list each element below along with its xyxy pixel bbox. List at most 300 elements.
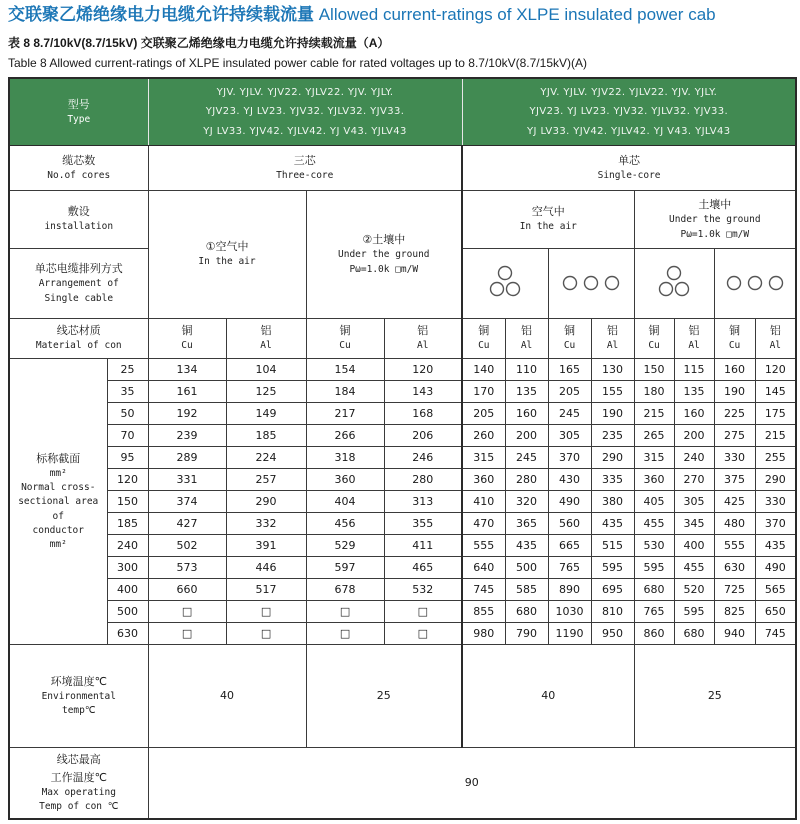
three-core-rating-cell: □: [306, 600, 384, 622]
three-core-rating-cell: 125: [226, 380, 306, 402]
single-core-rating-cell: 745: [755, 622, 796, 644]
single-core-rating-cell: 500: [505, 556, 548, 578]
three-core-rating-cell: 161: [148, 380, 226, 402]
single-core-rating-cell: 630: [714, 556, 755, 578]
normal-area-label-line: mm²: [49, 539, 67, 551]
tc-ground-zh: ②土壤中: [362, 233, 406, 247]
single-core-rating-cell: 480: [714, 512, 755, 534]
arrangement-label-cell: [9, 248, 148, 318]
al-zh: 铝: [688, 324, 700, 338]
conductor-size-cell: 35: [107, 380, 148, 402]
conductor-size-cell: 500: [107, 600, 148, 622]
three-core-rating-cell: 154: [306, 358, 384, 380]
single-core-rating-cell: 455: [674, 556, 714, 578]
three-core-rating-cell: 446: [226, 556, 306, 578]
cu-en: Cu: [181, 340, 193, 352]
type-code-line: YJV. YJLV. YJV22. YJLV22. YJV. YJLY.: [216, 86, 394, 98]
material-cell-cu: [634, 318, 674, 358]
single-core-cell: [462, 145, 796, 190]
three-core-rating-cell: 465: [384, 556, 462, 578]
sc-air-zh: 空气中: [531, 205, 565, 219]
sc-ground-en: Under the ground: [669, 214, 761, 226]
three-core-rating-cell: 678: [306, 578, 384, 600]
single-core-rating-cell: 130: [591, 358, 634, 380]
single-core-rating-cell: 555: [714, 534, 755, 556]
tc-ground-resistivity: Pω=1.0k □m/W: [349, 263, 419, 275]
cu-en: Cu: [563, 340, 576, 352]
max-temp-label-line: 线芯最高: [56, 753, 101, 767]
sc-ground-resistivity: Pω=1.0k □m/W: [680, 228, 750, 240]
material-cell-al: [591, 318, 634, 358]
three-core-rating-cell: 331: [148, 468, 226, 490]
cu-zh: 铜: [478, 324, 490, 338]
single-core-rating-cell: 115: [674, 358, 714, 380]
three-core-rating-cell: 257: [226, 468, 306, 490]
conductor-size-cell: 240: [107, 534, 148, 556]
single-core-rating-cell: 640: [462, 556, 505, 578]
single-core-rating-cell: 405: [634, 490, 674, 512]
three-core-rating-cell: 517: [226, 578, 306, 600]
single-core-rating-cell: 650: [755, 600, 796, 622]
material-cell-al: [226, 318, 306, 358]
ratings-row: [9, 578, 796, 600]
single-core-rating-cell: 165: [548, 358, 591, 380]
env-temp-value: 40: [148, 644, 306, 747]
single-core-rating-cell: 410: [462, 490, 505, 512]
three-core-rating-cell: □: [226, 600, 306, 622]
env-temp-label-zh: 环境温度℃: [50, 674, 107, 688]
table-caption-en: Table 8 Allowed current-ratings of XLPE insulated power cable for rated voltages up to 8.7/10kV(8.7/15kV)(A): [8, 56, 587, 70]
single-core-rating-cell: 1030: [548, 600, 591, 622]
single-core-rating-cell: 595: [674, 600, 714, 622]
single-core-rating-cell: 260: [462, 424, 505, 446]
single-core-rating-cell: 335: [591, 468, 634, 490]
single-core-rating-cell: 400: [674, 534, 714, 556]
ground-trefoil-cell: [634, 248, 714, 318]
three-core-en: Three-core: [276, 169, 334, 181]
single-core-rating-cell: 135: [674, 380, 714, 402]
three-core-rating-cell: 374: [148, 490, 226, 512]
al-en: Al: [688, 340, 700, 352]
type-label-zh: 型号: [67, 98, 90, 112]
ratings-row: [9, 512, 796, 534]
three-core-rating-cell: 224: [226, 446, 306, 468]
al-en: Al: [769, 340, 782, 352]
single-core-rating-cell: 520: [674, 578, 714, 600]
ratings-body: [9, 358, 796, 644]
single-core-rating-cell: 765: [548, 556, 591, 578]
arrangement-label-en2: Single cable: [44, 292, 114, 304]
conductor-size-cell: 95: [107, 446, 148, 468]
single-core-rating-cell: 360: [462, 468, 505, 490]
single-core-rating-cell: 950: [591, 622, 634, 644]
trefoil-arrangement-icon: [636, 261, 713, 305]
single-core-rating-cell: 205: [462, 402, 505, 424]
three-core-rating-cell: 192: [148, 402, 226, 424]
single-core-rating-cell: 245: [505, 446, 548, 468]
single-core-rating-cell: 680: [505, 600, 548, 622]
single-core-rating-cell: 1190: [548, 622, 591, 644]
type-label-en: Type: [67, 114, 91, 126]
single-core-rating-cell: 235: [591, 424, 634, 446]
normal-area-label-line: sectional area of: [18, 496, 99, 522]
max-temp-label-line: 工作温度℃: [50, 770, 107, 784]
single-core-rating-cell: 665: [548, 534, 591, 556]
material-cell-cu: [148, 318, 226, 358]
single-core-rating-cell: 145: [755, 380, 796, 402]
env-temp-label-cell: [9, 644, 148, 747]
single-core-ground-cell: [634, 190, 796, 248]
conductor-size-cell: 185: [107, 512, 148, 534]
three-core-rating-cell: 355: [384, 512, 462, 534]
three-core-rating-cell: 313: [384, 490, 462, 512]
al-zh: 铝: [417, 324, 429, 338]
three-core-rating-cell: 360: [306, 468, 384, 490]
single-core-rating-cell: 745: [462, 578, 505, 600]
single-core-rating-cell: 370: [755, 512, 796, 534]
conductor-size-cell: 50: [107, 402, 148, 424]
normal-area-label-line: conductor: [32, 524, 84, 536]
material-cell-al: [505, 318, 548, 358]
three-core-rating-cell: 456: [306, 512, 384, 534]
three-core-rating-cell: 427: [148, 512, 226, 534]
single-core-rating-cell: 595: [591, 556, 634, 578]
three-core-rating-cell: □: [306, 622, 384, 644]
three-core-rating-cell: 391: [226, 534, 306, 556]
ratings-row: [9, 556, 796, 578]
single-core-rating-cell: 565: [755, 578, 796, 600]
three-core-rating-cell: □: [148, 622, 226, 644]
single-core-rating-cell: 200: [674, 424, 714, 446]
ratings-row: [9, 534, 796, 556]
type-code-line: YJV23. YJ LV23. YJV32. YJLV32. YJV33.: [205, 106, 405, 117]
three-core-rating-cell: 266: [306, 424, 384, 446]
three-core-rating-cell: 529: [306, 534, 384, 556]
cores-label-cell: [9, 145, 148, 190]
ratings-row: [9, 490, 796, 512]
type-header-row: [9, 78, 796, 145]
al-zh: 铝: [521, 324, 533, 338]
cu-zh: 铜: [729, 324, 741, 338]
normal-area-label-line: 标称截面: [36, 451, 81, 465]
three-core-rating-cell: 168: [384, 402, 462, 424]
single-core-rating-cell: 435: [755, 534, 796, 556]
ratings-row: [9, 600, 796, 622]
single-core-rating-cell: 275: [714, 424, 755, 446]
single-core-rating-cell: 825: [714, 600, 755, 622]
material-cell-cu: [548, 318, 591, 358]
conductor-size-cell: 300: [107, 556, 148, 578]
cu-zh: 铜: [181, 324, 193, 338]
three-core-rating-cell: 502: [148, 534, 226, 556]
single-core-rating-cell: 190: [714, 380, 755, 402]
installation-label-zh: 敷设: [67, 205, 90, 219]
type-code-line: YJV. YJLV. YJV22. YJLV22. YJV. YJLY.: [540, 86, 718, 98]
single-core-rating-cell: 455: [634, 512, 674, 534]
single-core-rating-cell: 430: [548, 468, 591, 490]
cu-en: Cu: [478, 340, 490, 352]
three-core-rating-cell: 280: [384, 468, 462, 490]
single-core-rating-cell: 595: [634, 556, 674, 578]
single-core-rating-cell: 680: [674, 622, 714, 644]
single-core-rating-cell: 290: [755, 468, 796, 490]
single-core-rating-cell: 160: [674, 402, 714, 424]
ratings-row: [9, 358, 796, 380]
single-core-rating-cell: 205: [548, 380, 591, 402]
cu-en: Cu: [728, 340, 741, 352]
three-core-rating-cell: 411: [384, 534, 462, 556]
cu-zh: 铜: [564, 324, 576, 338]
three-core-type-codes: [148, 78, 462, 145]
single-core-zh: 单芯: [618, 153, 641, 167]
single-core-type-codes: [462, 78, 796, 145]
three-core-rating-cell: 573: [148, 556, 226, 578]
single-core-rating-cell: 175: [755, 402, 796, 424]
single-core-rating-cell: 200: [505, 424, 548, 446]
conductor-size-cell: 25: [107, 358, 148, 380]
single-core-rating-cell: 155: [591, 380, 634, 402]
single-core-rating-cell: 215: [755, 424, 796, 446]
type-code-line: YJ LV33. YJV42. YJLV42. YJ V43. YJLV43: [203, 125, 407, 137]
env-temp-value: 40: [462, 644, 634, 747]
single-core-rating-cell: 790: [505, 622, 548, 644]
three-core-rating-cell: □: [384, 600, 462, 622]
material-cell-al: [384, 318, 462, 358]
type-code-line: YJ LV33. YJV42. YJLV42. YJ V43. YJLV43: [527, 125, 731, 137]
single-core-rating-cell: 320: [505, 490, 548, 512]
single-core-rating-cell: 315: [462, 446, 505, 468]
flat-arrangement-icon: [550, 261, 633, 305]
ratings-row: [9, 446, 796, 468]
single-core-rating-cell: 370: [548, 446, 591, 468]
ratings-row: [9, 380, 796, 402]
three-core-rating-cell: 597: [306, 556, 384, 578]
env-temp-label-en2: temp℃: [61, 705, 96, 717]
single-core-rating-cell: 135: [505, 380, 548, 402]
material-cell-al: [755, 318, 796, 358]
single-core-rating-cell: 940: [714, 622, 755, 644]
three-core-rating-cell: 120: [384, 358, 462, 380]
al-en: Al: [260, 340, 272, 352]
environment-temp-row: [9, 644, 796, 747]
single-core-rating-cell: 110: [505, 358, 548, 380]
max-temp-label-cell: [9, 747, 148, 819]
single-core-rating-cell: 530: [634, 534, 674, 556]
al-zh: 铝: [260, 324, 272, 338]
cu-zh: 铜: [648, 324, 660, 338]
single-core-rating-cell: 585: [505, 578, 548, 600]
sc-ground-zh: 土壤中: [698, 198, 732, 212]
flat-arrangement-icon: [716, 261, 795, 305]
three-core-rating-cell: 104: [226, 358, 306, 380]
single-core-rating-cell: 470: [462, 512, 505, 534]
conductor-size-cell: 70: [107, 424, 148, 446]
al-en: Al: [520, 340, 533, 352]
env-temp-value: 25: [634, 644, 796, 747]
single-core-rating-cell: 280: [505, 468, 548, 490]
material-cell-al: [674, 318, 714, 358]
single-core-rating-cell: 240: [674, 446, 714, 468]
table-caption-zh: 表 8 8.7/10kV(8.7/15kV) 交联聚乙烯绝缘电力电缆允许持续载流量（A）: [8, 36, 390, 50]
single-core-rating-cell: 980: [462, 622, 505, 644]
three-core-rating-cell: 318: [306, 446, 384, 468]
three-core-rating-cell: □: [384, 622, 462, 644]
three-core-rating-cell: 404: [306, 490, 384, 512]
single-core-rating-cell: 180: [634, 380, 674, 402]
arrangement-label-zh: 单芯电缆排列方式: [34, 262, 123, 276]
tc-air-en: In the air: [198, 256, 256, 268]
single-core-rating-cell: 140: [462, 358, 505, 380]
cu-zh: 铜: [339, 324, 351, 338]
single-core-rating-cell: 725: [714, 578, 755, 600]
single-core-rating-cell: 860: [634, 622, 674, 644]
normal-area-label-cell: [9, 358, 107, 644]
cores-header-row: [9, 145, 796, 190]
max-temp-row: [9, 747, 796, 819]
single-core-rating-cell: 515: [591, 534, 634, 556]
single-core-rating-cell: 265: [634, 424, 674, 446]
air-flat-cell: [548, 248, 634, 318]
three-core-air-cell: [148, 190, 306, 318]
single-core-rating-cell: 305: [548, 424, 591, 446]
normal-area-label-line: mm²: [49, 467, 67, 479]
single-core-air-cell: [462, 190, 634, 248]
single-core-rating-cell: 680: [634, 578, 674, 600]
three-core-rating-cell: 217: [306, 402, 384, 424]
conductor-size-cell: 120: [107, 468, 148, 490]
three-core-rating-cell: 206: [384, 424, 462, 446]
three-core-rating-cell: 332: [226, 512, 306, 534]
ratings-row: [9, 402, 796, 424]
three-core-rating-cell: 660: [148, 578, 226, 600]
single-core-rating-cell: 855: [462, 600, 505, 622]
three-core-zh: 三芯: [293, 153, 316, 167]
installation-label-en: installation: [44, 221, 114, 233]
three-core-rating-cell: 185: [226, 424, 306, 446]
conductor-size-cell: 400: [107, 578, 148, 600]
single-core-rating-cell: 305: [674, 490, 714, 512]
installation-header-row: [9, 190, 796, 248]
three-core-rating-cell: 246: [384, 446, 462, 468]
single-core-rating-cell: 890: [548, 578, 591, 600]
cu-en: Cu: [339, 340, 351, 352]
conductor-size-cell: 630: [107, 622, 148, 644]
ratings-row: [9, 622, 796, 644]
single-core-rating-cell: 345: [674, 512, 714, 534]
material-cell-cu: [714, 318, 755, 358]
single-core-rating-cell: 765: [634, 600, 674, 622]
single-core-rating-cell: 160: [714, 358, 755, 380]
installation-label-cell: [9, 190, 148, 248]
al-en: Al: [417, 340, 429, 352]
al-zh: 铝: [607, 324, 619, 338]
single-core-rating-cell: 435: [505, 534, 548, 556]
ratings-row: [9, 468, 796, 490]
single-core-rating-cell: 490: [755, 556, 796, 578]
al-en: Al: [606, 340, 619, 352]
material-cell-cu: [462, 318, 505, 358]
single-core-rating-cell: 170: [462, 380, 505, 402]
ratings-row: [9, 424, 796, 446]
three-core-rating-cell: 134: [148, 358, 226, 380]
env-temp-label-en1: Environmental: [41, 690, 116, 702]
air-trefoil-cell: [462, 248, 548, 318]
tc-ground-en: Under the ground: [338, 249, 430, 261]
single-core-rating-cell: 425: [714, 490, 755, 512]
normal-area-label-line: Normal cross-: [21, 482, 96, 494]
three-core-cell: [148, 145, 462, 190]
three-core-rating-cell: 290: [226, 490, 306, 512]
single-core-rating-cell: 560: [548, 512, 591, 534]
single-core-rating-cell: 435: [591, 512, 634, 534]
single-core-rating-cell: 810: [591, 600, 634, 622]
cores-label-en: No.of cores: [47, 169, 111, 181]
arrangement-label-en1: Arrangement of: [38, 278, 119, 290]
single-core-en: Single-core: [597, 169, 661, 181]
single-core-rating-cell: 255: [755, 446, 796, 468]
single-core-rating-cell: 225: [714, 402, 755, 424]
single-core-rating-cell: 315: [634, 446, 674, 468]
cu-en: Cu: [648, 340, 660, 352]
type-label-cell: [9, 78, 148, 145]
single-core-rating-cell: 695: [591, 578, 634, 600]
max-temp-label-line: Max operating: [41, 786, 116, 798]
single-core-rating-cell: 365: [505, 512, 548, 534]
material-label-cell: [9, 318, 148, 358]
trefoil-arrangement-icon: [464, 261, 547, 305]
conductor-size-cell: 150: [107, 490, 148, 512]
single-core-rating-cell: 490: [548, 490, 591, 512]
three-core-rating-cell: 149: [226, 402, 306, 424]
env-temp-value: 25: [306, 644, 462, 747]
material-cell-cu: [306, 318, 384, 358]
max-temp-label-line: Temp of con ℃: [39, 800, 119, 812]
single-core-rating-cell: 150: [634, 358, 674, 380]
sc-air-en: In the air: [519, 221, 577, 233]
three-core-rating-cell: □: [226, 622, 306, 644]
cores-label-zh: 缆芯数: [62, 153, 96, 167]
type-code-line: YJV23. YJ LV23. YJV32. YJLV32. YJV33.: [529, 106, 729, 117]
max-temp-value: 90: [148, 747, 796, 819]
page-title-en: Allowed current-ratings of XLPE insulated power cab: [314, 5, 716, 24]
three-core-rating-cell: 143: [384, 380, 462, 402]
ground-flat-cell: [714, 248, 796, 318]
three-core-rating-cell: 239: [148, 424, 226, 446]
single-core-rating-cell: 270: [674, 468, 714, 490]
single-core-rating-cell: 290: [591, 446, 634, 468]
single-core-rating-cell: 245: [548, 402, 591, 424]
single-core-rating-cell: 215: [634, 402, 674, 424]
material-label-zh: 线芯材质: [56, 324, 101, 338]
single-core-rating-cell: 330: [755, 490, 796, 512]
ratings-table: [8, 77, 797, 820]
material-label-en: Material of con: [35, 340, 122, 352]
single-core-rating-cell: 555: [462, 534, 505, 556]
page-title: [8, 3, 800, 27]
three-core-rating-cell: 289: [148, 446, 226, 468]
single-core-rating-cell: 360: [634, 468, 674, 490]
three-core-rating-cell: □: [148, 600, 226, 622]
three-core-rating-cell: 532: [384, 578, 462, 600]
single-core-rating-cell: 120: [755, 358, 796, 380]
single-core-rating-cell: 375: [714, 468, 755, 490]
single-core-rating-cell: 380: [591, 490, 634, 512]
three-core-ground-cell: [306, 190, 462, 318]
material-header-row: [9, 318, 796, 358]
single-core-rating-cell: 190: [591, 402, 634, 424]
tc-air-zh: ①空气中: [205, 240, 249, 254]
page-title-zh: 交联聚乙烯绝缘电力电缆允许持续载流量: [8, 5, 314, 24]
